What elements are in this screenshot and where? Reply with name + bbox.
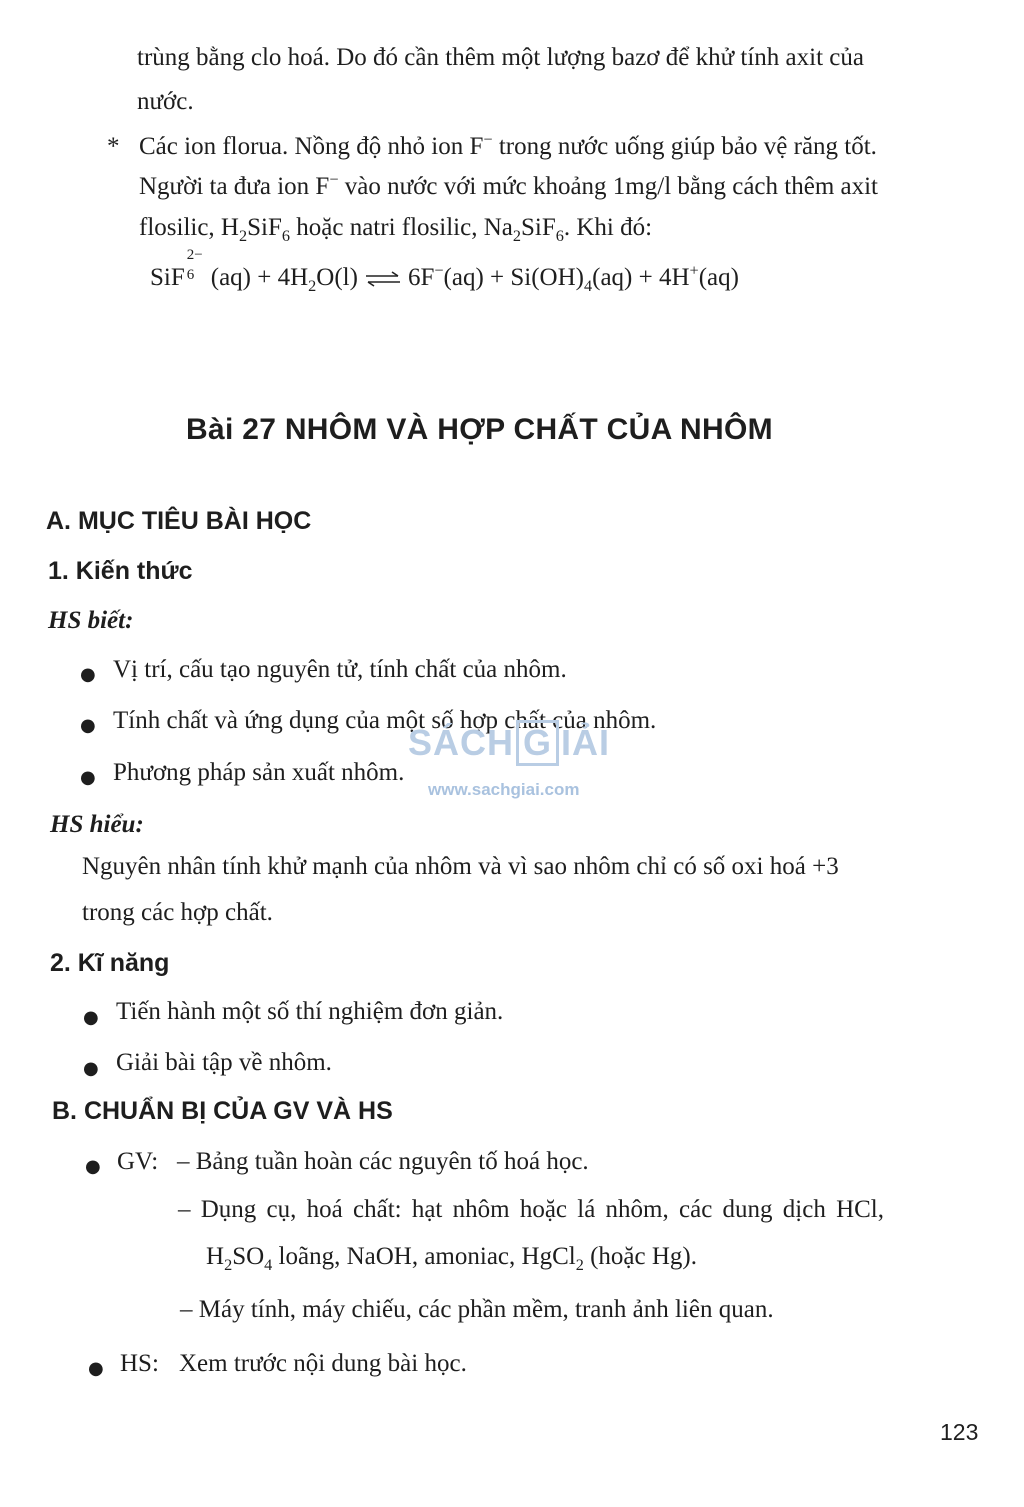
understands-line-2: trong các hợp chất. <box>82 899 273 926</box>
fluoride-line-3 <box>139 214 653 245</box>
equilibrium-arrow-icon <box>364 271 402 287</box>
bullet-icon: ● <box>80 715 96 736</box>
gv-item: – Bảng tuần hoàn các nguyên tố hoá học. <box>177 1148 589 1175</box>
page-number: 123 <box>940 1419 979 1445</box>
fluoride-text: SiF <box>247 214 282 241</box>
star-marker: * <box>107 133 120 160</box>
eq-subscript: 4 <box>584 277 593 295</box>
bullet-icon: ● <box>80 767 96 788</box>
gv-item-continued <box>206 1243 697 1274</box>
gv-label: GV: <box>117 1148 159 1175</box>
gv-text: loãng, NaOH, amoniac, HgCl <box>272 1243 576 1270</box>
eq-charge: − <box>434 261 444 280</box>
hs-label: HS: <box>120 1350 159 1377</box>
knows-item: Phương pháp sản xuất nhôm. <box>113 759 405 786</box>
charge-minus: − <box>483 130 493 149</box>
watermark-logo <box>408 700 618 804</box>
skills-item: Tiến hành một số thí nghiệm đơn giản. <box>116 998 504 1025</box>
section-a-heading: A. MỤC TIÊU BÀI HỌC <box>46 507 312 535</box>
fluoride-line-2 <box>139 170 878 201</box>
watermark-brand <box>408 720 610 766</box>
fluoride-text: vào nước với mức khoảng 1mg/l bằng cách thêm axit <box>338 173 878 200</box>
chemical-equation <box>150 247 739 295</box>
bullet-icon: ● <box>85 1156 101 1177</box>
fluoride-text: trong nước uống giúp bảo vệ răng tốt. <box>492 133 877 160</box>
eq-charge: 2− <box>186 247 203 263</box>
gv-text: H <box>206 1243 225 1270</box>
eq-text: (aq) + 4H <box>592 264 690 291</box>
watermark-text: G <box>516 720 559 766</box>
gv-text: SO <box>232 1243 265 1270</box>
bullet-icon: ● <box>80 664 96 685</box>
bullet-icon: ● <box>83 1058 99 1079</box>
hs-item: Xem trước nội dung bài học. <box>179 1350 467 1377</box>
ion-charge-stack <box>185 247 211 285</box>
subscript: 2 <box>239 227 248 245</box>
lesson-title: Bài 27 NHÔM VÀ HỢP CHẤT CỦA NHÔM <box>186 413 773 446</box>
fluoride-text: . Khi đó: <box>563 214 653 241</box>
intro-line-1 <box>137 44 864 72</box>
eq-subscript: 2 <box>308 277 317 295</box>
fluoride-text: Người ta đưa ion F <box>139 173 330 200</box>
watermark-text: SÁCH <box>408 722 515 763</box>
eq-text: (aq) + 4H <box>210 264 309 291</box>
fluoride-text: hoặc natri flosilic, Na <box>290 214 513 241</box>
subscript: 6 <box>281 227 291 245</box>
eq-text: (aq) + Si(OH) <box>443 264 584 291</box>
intro-line-2 <box>137 88 194 116</box>
bullet-icon: ● <box>83 1007 99 1028</box>
fluoride-line-1 <box>139 130 877 161</box>
fluoride-text: Các ion florua. Nồng độ nhỏ ion F <box>139 133 484 160</box>
eq-text: O(l) <box>316 264 358 291</box>
gv-text: (hoặc Hg). <box>583 1243 697 1270</box>
knows-item: Tính chất và ứng dụng của một số hợp chất của nhôm. <box>113 707 657 734</box>
subscript: 2 <box>224 1256 233 1274</box>
bullet-icon: ● <box>88 1358 104 1379</box>
charge-minus: − <box>329 170 339 189</box>
gv-item: – Máy tính, máy chiếu, các phần mềm, tranh ảnh liên quan. <box>180 1296 774 1323</box>
watermark-text: IẢI <box>561 722 611 763</box>
eq-text: 6F <box>407 264 435 291</box>
skills-item: Giải bài tập về nhôm. <box>116 1049 332 1076</box>
eq-subscript: 6 <box>186 267 195 283</box>
gv-item: – Dụng cụ, hoá chất: hạt nhôm hoặc lá nhôm, các dung dịch HCl, <box>178 1196 885 1223</box>
understands-label: HS hiểu: <box>50 811 144 838</box>
fluoride-text: SiF <box>520 214 556 241</box>
knows-label: HS biết: <box>48 607 134 634</box>
intro-text: nước. <box>137 88 194 115</box>
subscript: 2 <box>512 227 521 245</box>
intro-text: trùng bằng clo hoá. Do đó cần thêm một lượng bazơ để khử tính axit của <box>137 44 864 71</box>
skills-heading: 2. Kĩ năng <box>50 949 170 977</box>
section-b-heading: B. CHUẨN BỊ CỦA GV VÀ HS <box>52 1097 393 1125</box>
subscript: 6 <box>555 227 564 245</box>
eq-text: SiF <box>150 264 185 291</box>
eq-text: (aq) <box>698 264 739 291</box>
eq-charge: + <box>689 261 699 280</box>
watermark-url: www.sachgiai.com <box>428 780 580 799</box>
knows-item: Vị trí, cấu tạo nguyên tử, tính chất của nhôm. <box>113 656 567 683</box>
subscript: 4 <box>264 1256 273 1274</box>
fluoride-text: flosilic, H <box>139 214 239 241</box>
understands-line-1: Nguyên nhân tính khử mạnh của nhôm và vì sao nhôm chỉ có số oxi hoá +3 <box>82 853 839 880</box>
knowledge-heading: 1. Kiến thức <box>48 557 193 585</box>
subscript: 2 <box>575 1256 584 1274</box>
